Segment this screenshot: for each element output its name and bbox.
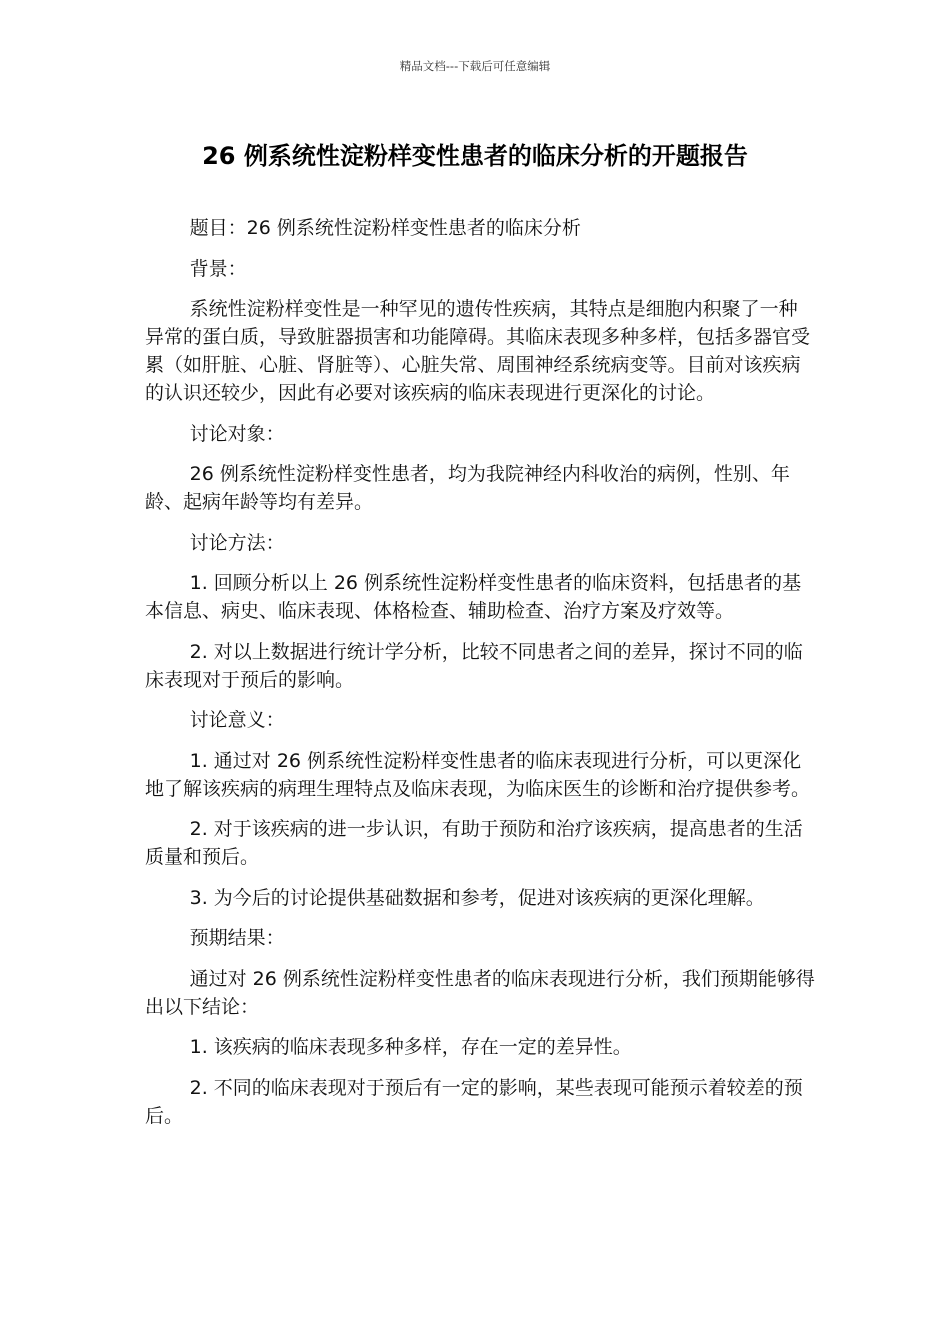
paragraph-method-1: 1. 回顾分析以上 26 例系统性淀粉样变性患者的临床资料，包括患者的基本信息、病史、临床表现、体格检查、辅助检查、治疗方案及疗效等。	[145, 572, 802, 622]
paragraph-result-2: 2. 不同的临床表现对于预后有一定的影响，某些表现可能预示着较差的预后。	[145, 1076, 803, 1127]
paragraph-significance-1: 1. 通过对 26 例系统性淀粉样变性患者的临床表现进行分析，可以更深化地了解该疾病的病理生理特点及临床表现，为临床医生的诊断和治疗提供参考。	[145, 749, 811, 800]
page-title: 26 例系统性淀粉样变性患者的临床分析的开题报告	[202, 142, 748, 170]
paragraph-background-heading: 背景：	[189, 257, 247, 280]
paragraph-background: 系统性淀粉样变性是一种罕见的遗传性疾病，其特点是细胞内积聚了一种异常的蛋白质，导致脏器损害和功能障碍。其临床表现多种多样，包括多器官受累（如肝脏、心脏、肾脏等）、心脏失常、周围神经系统病变等。目前对该疾病的认识还较少，因此有必要对该疾病的临床表现进行更深化的讨论。	[145, 298, 811, 404]
document-body	[145, 214, 815, 1142]
paragraph-results-intro: 通过对 26 例系统性淀粉样变性患者的临床表现进行分析，我们预期能够得出以下结论：	[145, 967, 815, 1018]
header-note: 精品文档---下载后可任意编辑	[399, 59, 551, 73]
paragraph-significance-3: 3. 为今后的讨论提供基础数据和参考，促进对该疾病的更深化理解。	[189, 886, 765, 909]
paragraph-subjects-heading: 讨论对象：	[189, 422, 285, 445]
paragraph-subjects: 26 例系统性淀粉样变性患者，均为我院神经内科收治的病例，性别、年龄、起病年龄等均有差异。	[145, 463, 790, 513]
paragraph-significance-heading: 讨论意义：	[189, 709, 285, 731]
paragraph-significance-2: 2. 对于该疾病的进一步认识，有助于预防和治疗该疾病，提高患者的生活质量和预后。	[145, 818, 803, 868]
paragraph-method-2: 2. 对以上数据进行统计学分析，比较不同患者之间的差异，探讨不同的临床表现对于预后的影响。	[145, 640, 803, 691]
paragraph-methods-heading: 讨论方法：	[189, 531, 285, 554]
paragraph-topic: 题目：26 例系统性淀粉样变性患者的临床分析	[189, 217, 581, 239]
paragraph-result-1: 1. 该疾病的临床表现多种多样，存在一定的差异性。	[189, 1036, 632, 1058]
paragraph-results-heading: 预期结果：	[189, 927, 285, 949]
